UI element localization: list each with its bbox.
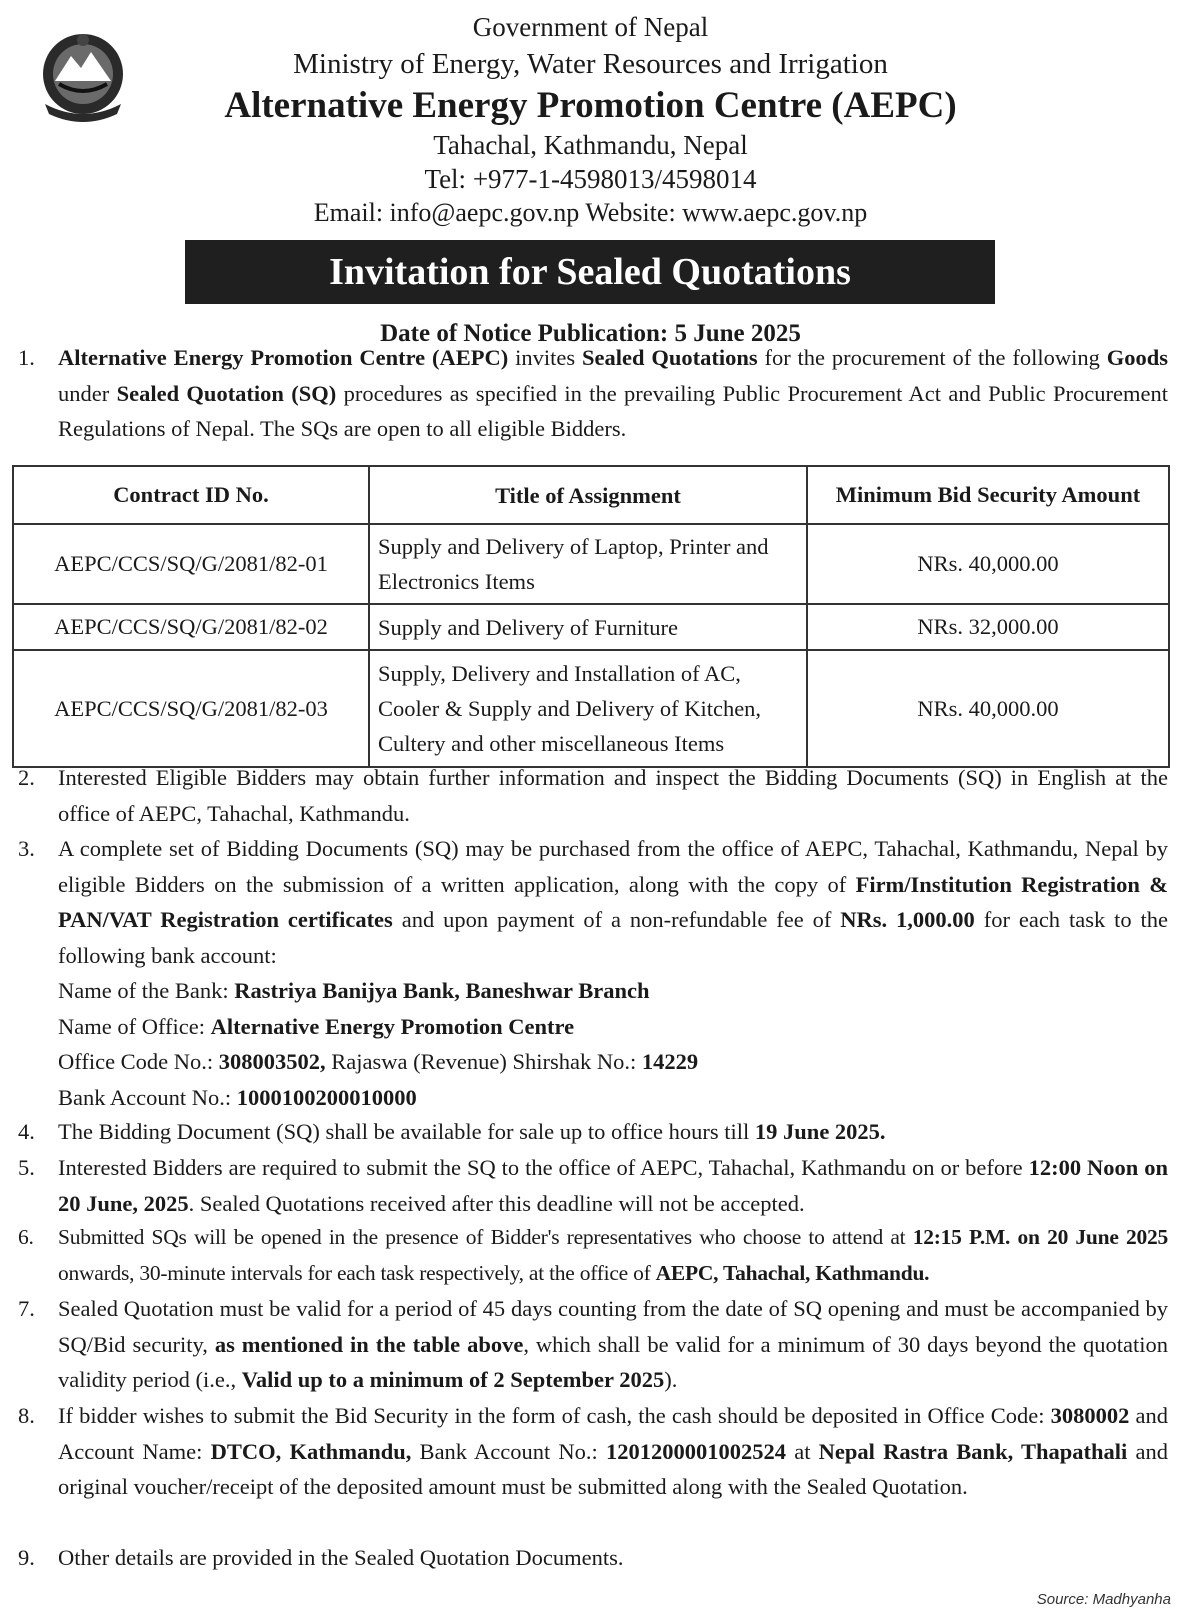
office-name-line: Name of Office: Alternative Energy Promotion Centre: [58, 1013, 575, 1039]
item-text: Interested Bidders are required to submit the SQ to the office of AEPC, Tahachal, Kathmandu on or before 12:00 Noon on 20 June, 2025. Sealed Quotations received after this deadline will not be accepted.: [58, 1155, 1168, 1216]
item-5: [18, 1150, 1168, 1221]
bank-account-line: Bank Account No.: 1000100200010000: [58, 1084, 417, 1110]
item-text: Interested Eligible Bidders may obtain further information and inspect the Bidding Documents (SQ) in English at the office of AEPC, Tahachal, Kathmandu.: [58, 765, 1168, 826]
item-text: Sealed Quotation must be valid for a period of 45 days counting from the date of SQ opening and must be accompanied by SQ/Bid security, as mentioned in the table above, which shall be valid for a minimum of 30 days beyond the quotation validity period (i.e., Valid up to a minimum of 2 September 2025).: [58, 1296, 1169, 1392]
bid-security-amount: NRs. 40,000.00: [807, 524, 1169, 604]
table-header: Title of Assignment: [369, 466, 807, 524]
contract-id: AEPC/CCS/SQ/G/2081/82-02: [13, 604, 369, 650]
government-name: Government of Nepal: [472, 12, 709, 42]
assignment-title: Supply, Delivery and Installation of AC, Cooler & Supply and Delivery of Kitchen, Cultery and other miscellaneous Items: [369, 650, 807, 767]
bid-security-amount: NRs. 40,000.00: [807, 650, 1169, 767]
item-text: Alternative Energy Promotion Centre (AEPC) invites Sealed Quotations for the procurement of the following Goods under Sealed Quotation (SQ) procedures as specified in the prevailing Public Procurement Act and Public Procurement Regulations of Nepal. The SQs are open to all eligible Bidders.: [58, 345, 1169, 441]
office-code-line: Office Code No.: 308003502, Rajaswa (Revenue) Shirshak No.: 14229: [58, 1049, 699, 1074]
contract-id: AEPC/CCS/SQ/G/2081/82-03: [13, 650, 369, 767]
item-number: 8.: [18, 1403, 35, 1428]
item-number: 5.: [18, 1155, 35, 1180]
item-number: 7.: [18, 1296, 35, 1321]
table-header-row: [13, 466, 1169, 524]
item-7: [18, 1291, 1168, 1398]
table-row: [13, 650, 1169, 767]
quotation-table: [12, 465, 1170, 768]
notice-title: Invitation for Sealed Quotations: [185, 240, 995, 304]
table-header: Minimum Bid Security Amount: [807, 466, 1169, 524]
table-row: [13, 524, 1169, 604]
source-credit: Source: Madhyanha: [1036, 1591, 1171, 1608]
item-text: Submitted SQs will be opened in the presence of Bidder's representatives who choose to attend at 12:15 P.M. on 20 June 2025 onwards, 30-minute intervals for each task respectively, at the office of AEPC, Tahachal, Kathmandu.: [58, 1225, 1168, 1285]
item-number: 9.: [18, 1545, 35, 1570]
item-text: If bidder wishes to submit the Bid Security in the form of cash, the cash should be deposited in Office Code: 3080002 and Account Name: DTCO, Kathmandu, Bank Account No.: 1201200001002524 at Nepal Rastra Bank, Thapathali and original voucher/receipt of the deposited amount must be submitted along with the Sealed Quotation.: [58, 1403, 1168, 1499]
organization-name: Alternative Energy Promotion Centre (AEPC): [224, 85, 957, 126]
item-text: Other details are provided in the Sealed Quotation Documents.: [58, 1545, 624, 1570]
item-text: The Bidding Document (SQ) shall be available for sale up to office hours till 19 June 2025.: [58, 1119, 886, 1144]
organization-tel: Tel: +977-1-4598013/4598014: [424, 164, 757, 194]
item-number: 1.: [18, 345, 35, 370]
item-2: [18, 760, 1168, 831]
organization-address: Tahachal, Kathmandu, Nepal: [433, 130, 748, 160]
publication-date: Date of Notice Publication: 5 June 2025: [380, 320, 801, 347]
item-1: [18, 340, 1168, 447]
item-6: [18, 1220, 1168, 1291]
item-9: [18, 1540, 1168, 1576]
item-8: [18, 1398, 1168, 1505]
item-number: 6.: [18, 1225, 34, 1249]
table-header: Contract ID No.: [13, 466, 369, 524]
contract-id: AEPC/CCS/SQ/G/2081/82-01: [13, 524, 369, 604]
ministry-name: Ministry of Energy, Water Resources and Irrigation: [293, 48, 888, 80]
item-number: 2.: [18, 765, 35, 790]
table-row: [13, 604, 1169, 650]
item-3: [18, 831, 1168, 1115]
item-4: [18, 1114, 1168, 1150]
item-text: A complete set of Bidding Documents (SQ) may be purchased from the office of AEPC, Tahachal, Kathmandu, Nepal by eligible Bidders on the submission of a written application, along with the copy of Firm/Institution Registration & PAN/VAT Registration certificates and upon payment of a non-refundable fee of NRs. 1,000.00 for each task to the following bank account:: [58, 836, 1168, 968]
bank-name-line: Name of the Bank: Rastriya Banijya Bank, Baneshwar Branch: [58, 978, 650, 1003]
assignment-title: Supply and Delivery of Laptop, Printer and Electronics Items: [369, 524, 807, 604]
item-number: 3.: [18, 836, 35, 861]
organization-contact: Email: info@aepc.gov.np Website: www.aepc.gov.np: [313, 198, 868, 227]
bid-security-amount: NRs. 32,000.00: [807, 604, 1169, 650]
item-number: 4.: [18, 1119, 35, 1144]
assignment-title: Supply and Delivery of Furniture: [369, 604, 807, 650]
